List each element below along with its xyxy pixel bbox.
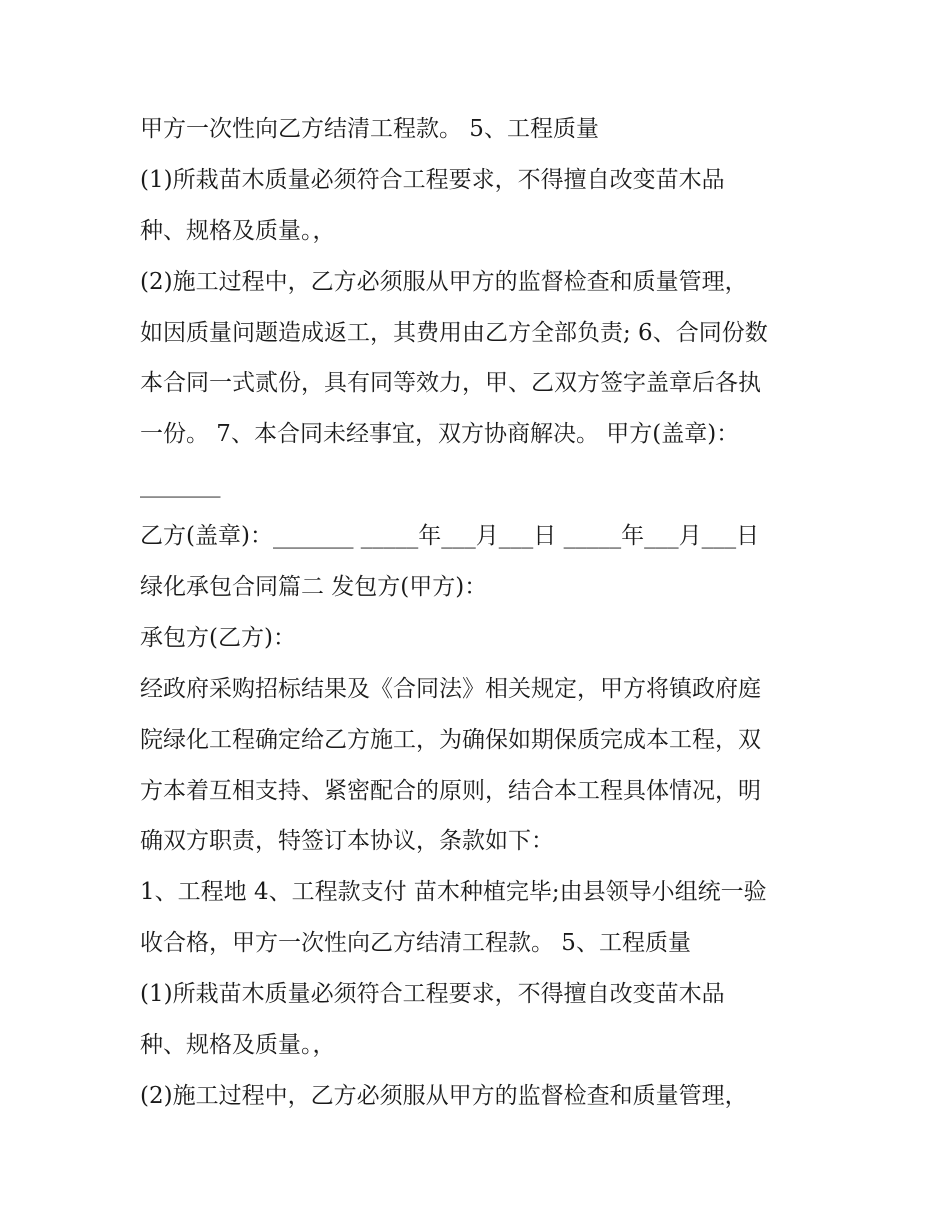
text-line: (2)施工过程中，乙方必须服从甲方的监督检查和质量管理， bbox=[140, 1082, 748, 1109]
text-line: (1)所栽苗木质量必须符合工程要求，不得擅自改变苗木品 bbox=[140, 981, 725, 1008]
text-line: 承包方(乙方)： bbox=[140, 624, 296, 651]
text-line: 方本着互相支持、紧密配合的原则，结合本工程具体情况，明 bbox=[140, 777, 761, 804]
text-line: 确双方职责，特签订本协议，条款如下： bbox=[140, 828, 554, 855]
text-line: 一份。 7、本合同未经事宜，双方协商解决。 甲方(盖章)： bbox=[140, 421, 740, 448]
text-line: 如因质量问题造成返工，其费用由乙方全部负责; 6、合同份数 bbox=[140, 319, 768, 346]
text-line: 甲方一次性向乙方结清工程款。 5、工程质量 bbox=[140, 116, 599, 142]
text-line: 种、规格及质量。， bbox=[140, 1032, 336, 1059]
text-line: (1)所栽苗木质量必须符合工程要求，不得擅自改变苗木品 bbox=[140, 166, 725, 193]
text-line: 本合同一式贰份，具有同等效力，甲、乙双方签字盖章后各执 bbox=[140, 370, 761, 397]
text-line: 1、工程地 4、工程款支付 苗木种植完毕;由县领导小组统一验 bbox=[140, 879, 767, 906]
text-line: 收合格，甲方一次性向乙方结清工程款。 5、工程质量 bbox=[140, 930, 691, 957]
text-line: 院绿化工程确定给乙方施工，为确保如期保质完成本工程，双 bbox=[140, 726, 761, 753]
section-heading: 绿化承包合同篇二 发包方(甲方)： bbox=[140, 574, 488, 601]
text-line: 经政府采购招标结果及《合同法》相关规定，甲方将镇政府庭 bbox=[140, 675, 761, 702]
document-body bbox=[140, 107, 820, 1125]
signature-line: 乙方(盖章)：_______ _____年___月___日 _____年___月___日 bbox=[140, 523, 760, 550]
text-line: (2)施工过程中，乙方必须服从甲方的监督检查和质量管理， bbox=[140, 268, 748, 295]
text-line: 种、规格及质量。， bbox=[140, 217, 336, 244]
signature-blank: _______ bbox=[140, 472, 221, 499]
